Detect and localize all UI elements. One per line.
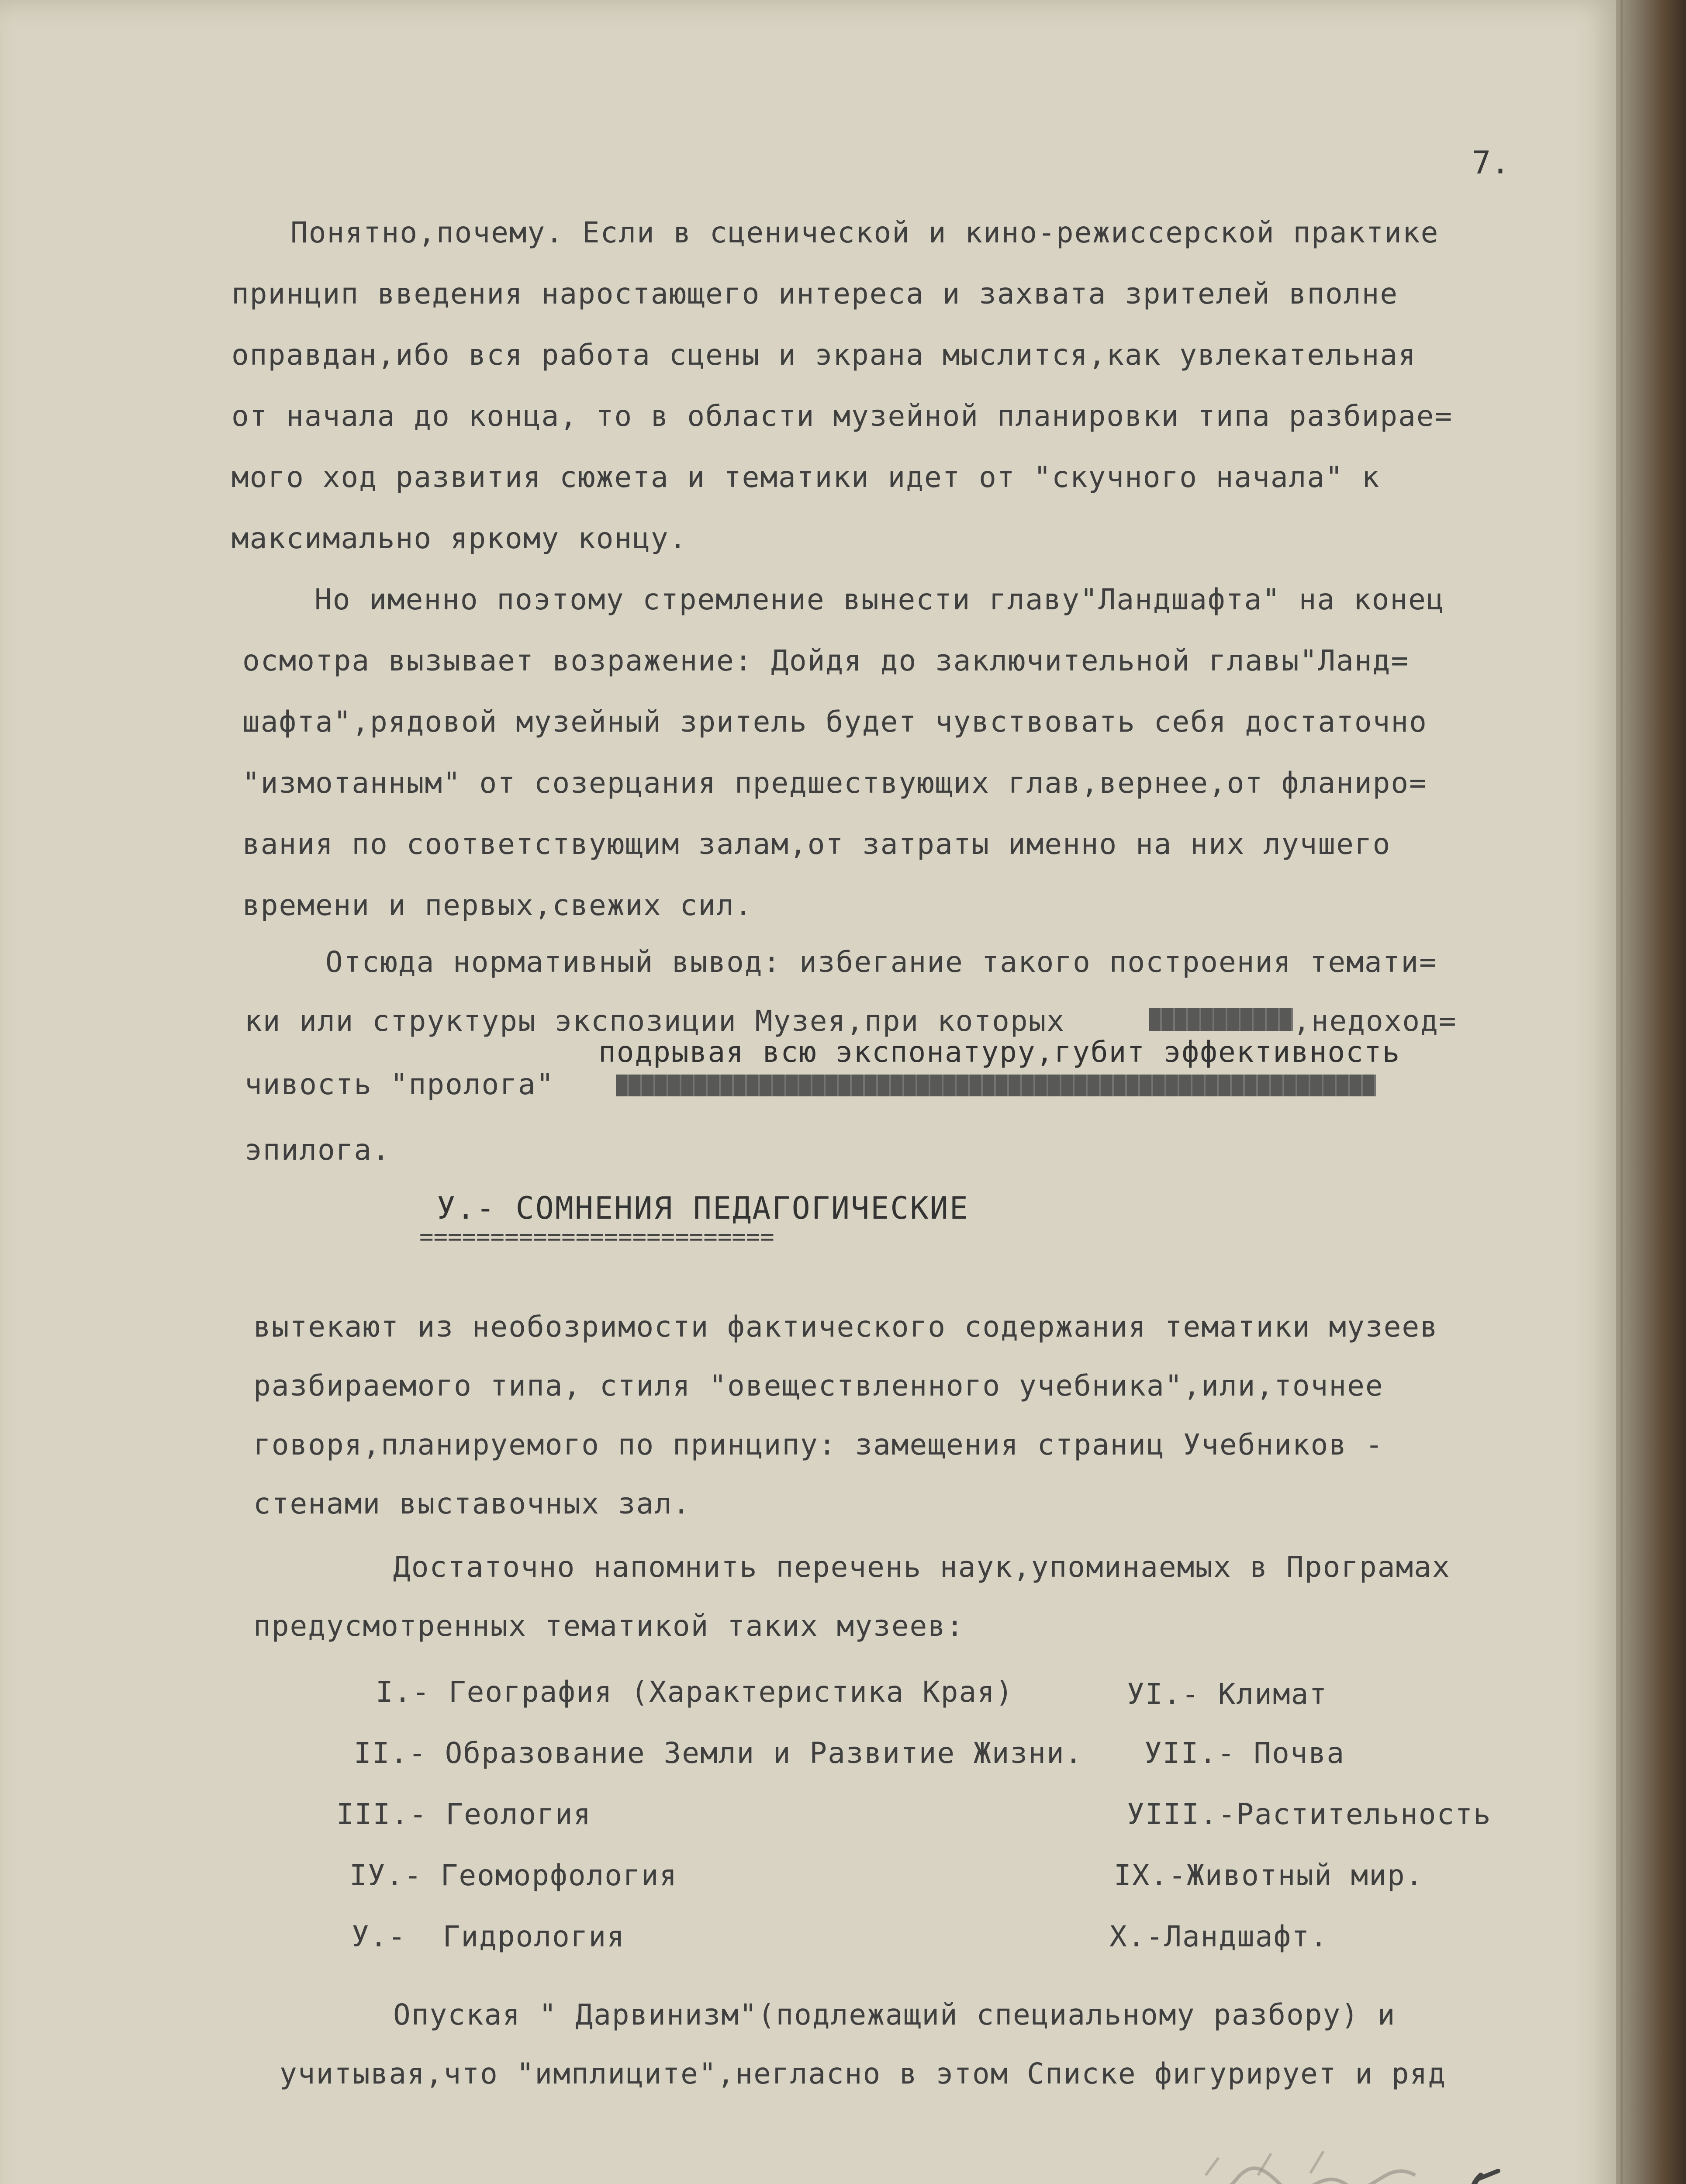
- text-line: "измотанным" от созерцания предшествующих глав,вернее,от фланиро=: [242, 766, 1427, 800]
- text-line: принцип введения наростающего интереса и захвата зрителей вполне: [231, 277, 1399, 311]
- text-line: вытекают из необозримости фактического содержания тематики музеев: [253, 1310, 1438, 1344]
- text-line: Достаточно напомнить перечень наук,упоминаемых в Програмах: [393, 1550, 1451, 1584]
- science-list-item: IX.-Животный мир.: [1114, 1859, 1424, 1892]
- stack-line: [1620, 0, 1623, 2184]
- science-list-item: X.-Ландшафт.: [1109, 1920, 1328, 1953]
- handwritten-folio-number: [1450, 2162, 1520, 2184]
- struck-out-text: [616, 1075, 1376, 1096]
- text-line: ,недоход=: [1293, 1004, 1457, 1038]
- science-list-item: II.- Образование Земли и Развитие Жизни.: [354, 1736, 1083, 1770]
- text-line: предусмотренных тематикой таких музеев:: [253, 1609, 964, 1643]
- science-list-item: III.- Геология: [336, 1797, 592, 1831]
- struck-out-text: [1149, 1008, 1293, 1031]
- heading-underline: =========================: [419, 1223, 774, 1251]
- text-line: мого ход развития сюжета и тематики идет от "скучного начала" к: [231, 460, 1380, 494]
- text-line: Понятно,почему. Если в сценической и кино-режиссерской практике: [290, 216, 1439, 249]
- text-line: стенами выставочных зал.: [253, 1487, 691, 1521]
- text-line: говоря,планируемого по принципу: замещения страниц Учебников -: [253, 1428, 1384, 1462]
- text-line: Отсюда нормативный вывод: избегание такого построения темати=: [325, 945, 1437, 979]
- text-line: осмотра вызывает возражение: Дойдя до заключительной главы"Ланд=: [242, 644, 1410, 677]
- text-line: от начала до конца, то в области музейной планировки типа разбирае=: [231, 399, 1453, 433]
- text-line: чивость "пролога": [245, 1068, 555, 1101]
- text-line: вания по соответствующим залам,от затраты именно на них лучшего: [242, 827, 1391, 861]
- text-line: шафта",рядовой музейный зритель будет чувствовать себя достаточно: [242, 705, 1427, 739]
- text-line: Но именно поэтому стремление вынести главу"Ландшафта" на конец: [314, 583, 1445, 616]
- text-line: максимально яркому концу.: [231, 522, 688, 555]
- text-line: учитывая,что "имплиците",негласно в этом Списке фигурирует и ряд: [280, 2057, 1447, 2091]
- science-list-item: УI.- Климат: [1127, 1677, 1328, 1711]
- typed-insertion: подрывая всю экспонатуру,губит эффективность: [598, 1035, 1401, 1069]
- text-line: Опуская " Дарвинизм"(подлежащий специальному разбору) и: [393, 1998, 1396, 2032]
- science-list-item: IУ.- Геоморфология: [349, 1859, 678, 1892]
- text-line: оправдан,ибо вся работа сцены и экрана мыслится,как увлекательная: [231, 338, 1417, 372]
- text-line: разбираемого типа, стиля "овеществленного учебника",или,точнее: [253, 1369, 1384, 1403]
- science-list-item: УIII.-Растительность: [1127, 1797, 1492, 1831]
- science-list-item: У.- Гидрология: [352, 1920, 625, 1953]
- page-number: 7.: [1472, 144, 1510, 181]
- text-line: ки или структуры экспозиции Музея,при которых: [245, 1004, 1065, 1038]
- science-list-item: УII.- Почва: [1144, 1736, 1345, 1770]
- text-line: времени и первых,свежих сил.: [242, 888, 753, 922]
- science-list-item: I.- География (Характеристика Края): [376, 1675, 1014, 1709]
- section-heading: У.- СОМНЕНИЯ ПЕДАГОГИЧЕСКИЕ: [437, 1190, 969, 1226]
- pencil-archive-mark: [1179, 2132, 1459, 2184]
- text-line: эпилога.: [245, 1133, 390, 1167]
